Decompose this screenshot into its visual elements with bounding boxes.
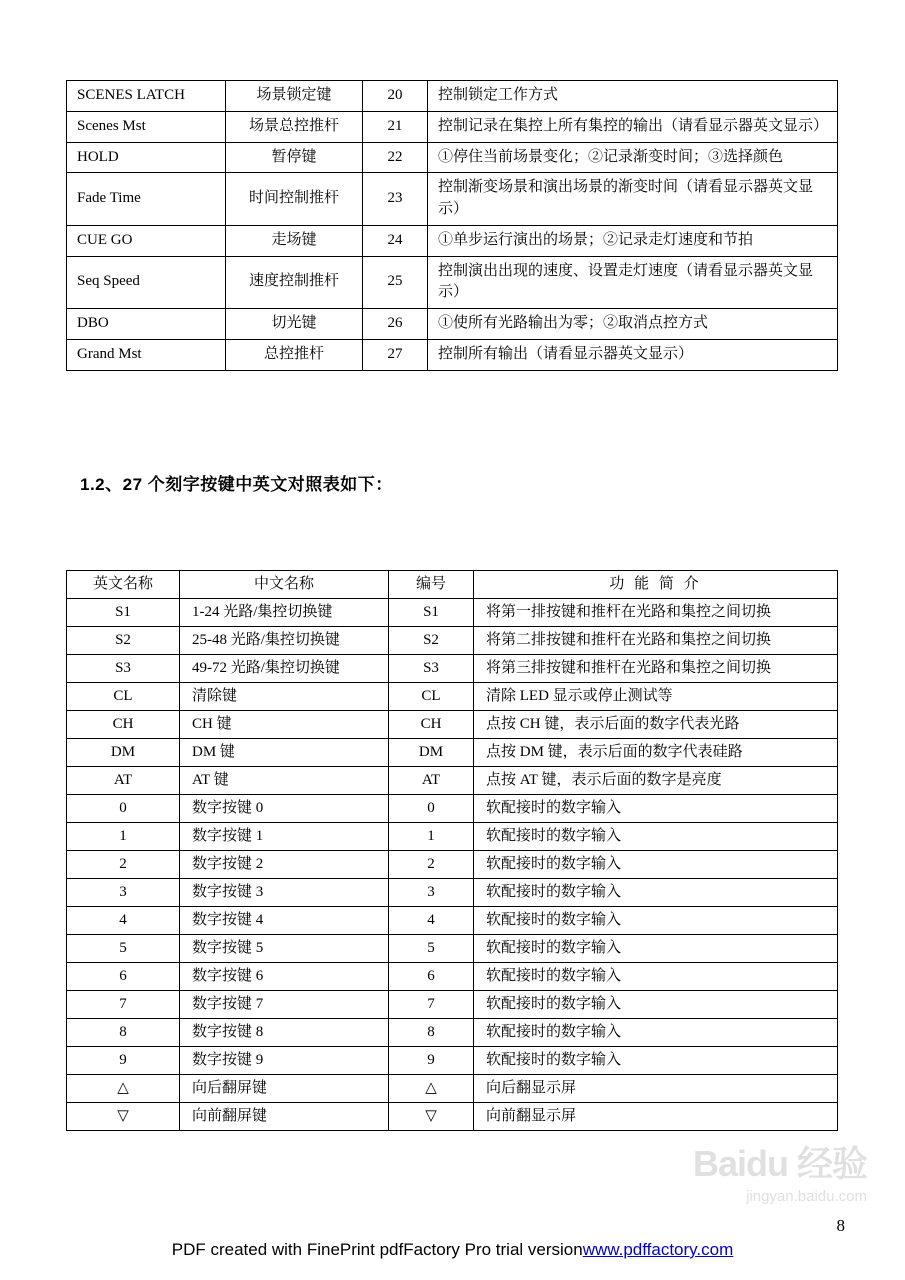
table-row [67, 767, 838, 795]
cell-description: 点按 DM 键，表示后面的数字代表硅路 [474, 739, 838, 767]
cell-chinese: 1-24 光路/集控切换键 [180, 599, 389, 627]
control-keys-table [66, 80, 838, 371]
cell-chinese: 场景总控推杆 [226, 111, 363, 142]
cell-chinese: 数字按键 8 [180, 1019, 389, 1047]
header-english: 英文名称 [67, 571, 180, 599]
cell-description: 控制记录在集控上所有集控的输出（请看显示器英文显示） [428, 111, 838, 142]
section-heading: 1.2、27 个刻字按键中英文对照表如下： [80, 475, 393, 494]
watermark-main-text: Baidu 经验 [692, 1143, 867, 1184]
table-body [67, 571, 838, 1131]
cell-number: 7 [389, 991, 474, 1019]
table-row [67, 339, 838, 370]
cell-description: 软配接时的数字输入 [474, 851, 838, 879]
cell-number: 4 [389, 907, 474, 935]
cell-description: 软配接时的数字输入 [474, 907, 838, 935]
cell-chinese: 数字按键 0 [180, 795, 389, 823]
cell-chinese: 速度控制推杆 [226, 256, 363, 309]
cell-description: ①单步运行演出的场景；②记录走灯速度和节拍 [428, 225, 838, 256]
cell-description: 控制渐变场景和演出场景的渐变时间（请看显示器英文显示） [428, 173, 838, 226]
cell-chinese: 向前翻屏键 [180, 1103, 389, 1131]
table-row [67, 173, 838, 226]
cell-number: AT [389, 767, 474, 795]
table-row [67, 309, 838, 340]
cell-chinese: 场景锁定键 [226, 81, 363, 112]
table-row [67, 851, 838, 879]
cell-chinese: 数字按键 7 [180, 991, 389, 1019]
table-row [67, 795, 838, 823]
table-row [67, 711, 838, 739]
cell-english: DBO [67, 309, 226, 340]
cell-number: 3 [389, 879, 474, 907]
cell-english: △ [67, 1075, 180, 1103]
cell-description: 软配接时的数字输入 [474, 963, 838, 991]
cell-english: 5 [67, 935, 180, 963]
cell-chinese: 数字按键 6 [180, 963, 389, 991]
cell-description: 软配接时的数字输入 [474, 879, 838, 907]
cell-english: 4 [67, 907, 180, 935]
table-row [67, 1075, 838, 1103]
cell-number: 1 [389, 823, 474, 851]
cell-chinese: 数字按键 1 [180, 823, 389, 851]
cell-number: 0 [389, 795, 474, 823]
cell-english: 0 [67, 795, 180, 823]
table-row [67, 81, 838, 112]
cell-number: DM [389, 739, 474, 767]
cell-english: CL [67, 683, 180, 711]
cell-number: ▽ [389, 1103, 474, 1131]
cell-description: 软配接时的数字输入 [474, 991, 838, 1019]
pdffactory-link[interactable]: www.pdffactory.com [582, 1240, 734, 1259]
cell-number: 6 [389, 963, 474, 991]
cell-english: S2 [67, 627, 180, 655]
cell-number: S1 [389, 599, 474, 627]
watermark [617, 1143, 867, 1220]
table-row [67, 683, 838, 711]
cell-number: 2 [389, 851, 474, 879]
cell-english: S3 [67, 655, 180, 683]
cell-english: 9 [67, 1047, 180, 1075]
cell-chinese: 切光键 [226, 309, 363, 340]
cell-number: S3 [389, 655, 474, 683]
table-row [67, 991, 838, 1019]
cell-chinese: 数字按键 3 [180, 879, 389, 907]
cell-description: 控制锁定工作方式 [428, 81, 838, 112]
cell-english: 3 [67, 879, 180, 907]
pdf-footer [0, 1240, 905, 1260]
cell-english: DM [67, 739, 180, 767]
header-chinese: 中文名称 [180, 571, 389, 599]
table-row [67, 739, 838, 767]
cell-chinese: AT 键 [180, 767, 389, 795]
cell-description: 控制演出出现的速度、设置走灯速度（请看显示器英文显示） [428, 256, 838, 309]
cell-description: 向后翻显示屏 [474, 1075, 838, 1103]
cell-number: 24 [363, 225, 428, 256]
table-row [67, 599, 838, 627]
table-row [67, 1103, 838, 1131]
table-row [67, 655, 838, 683]
table-row [67, 963, 838, 991]
cell-description: 软配接时的数字输入 [474, 1019, 838, 1047]
cell-description: 点按 AT 键，表示后面的数字是亮度 [474, 767, 838, 795]
cell-chinese: 清除键 [180, 683, 389, 711]
cell-english: AT [67, 767, 180, 795]
header-number: 编号 [389, 571, 474, 599]
table-row [67, 1019, 838, 1047]
table-row [67, 142, 838, 173]
cell-description: ①使所有光路输出为零；②取消点控方式 [428, 309, 838, 340]
cell-description: 软配接时的数字输入 [474, 1047, 838, 1075]
watermark-sub-text: jingyan.baidu.com [746, 1188, 867, 1205]
cell-description: ①停住当前场景变化；②记录渐变时间；③选择颜色 [428, 142, 838, 173]
table-row [67, 907, 838, 935]
cell-english: 8 [67, 1019, 180, 1047]
cell-number: 20 [363, 81, 428, 112]
cell-english: Grand Mst [67, 339, 226, 370]
cell-chinese: 49-72 光路/集控切换键 [180, 655, 389, 683]
table-row [67, 111, 838, 142]
table-row [67, 627, 838, 655]
table-row [67, 879, 838, 907]
footer-text: PDF created with FinePrint pdfFactory Pro trial version [171, 1240, 583, 1259]
cell-english: S1 [67, 599, 180, 627]
cell-chinese: 数字按键 4 [180, 907, 389, 935]
cell-description: 软配接时的数字输入 [474, 795, 838, 823]
engraved-keys-table [66, 570, 838, 1131]
cell-english: CH [67, 711, 180, 739]
cell-english: Scenes Mst [67, 111, 226, 142]
cell-description: 将第三排按键和推杆在光路和集控之间切换 [474, 655, 838, 683]
cell-chinese: 数字按键 5 [180, 935, 389, 963]
cell-english: 7 [67, 991, 180, 1019]
cell-english: 2 [67, 851, 180, 879]
cell-number: S2 [389, 627, 474, 655]
cell-number: △ [389, 1075, 474, 1103]
table-header-row [67, 571, 838, 599]
cell-english: Seq Speed [67, 256, 226, 309]
cell-number: 9 [389, 1047, 474, 1075]
cell-english: Fade Time [67, 173, 226, 226]
cell-description: 将第二排按键和推杆在光路和集控之间切换 [474, 627, 838, 655]
cell-chinese: 走场键 [226, 225, 363, 256]
cell-description: 将第一排按键和推杆在光路和集控之间切换 [474, 599, 838, 627]
cell-description: 向前翻显示屏 [474, 1103, 838, 1131]
table-row [67, 935, 838, 963]
cell-description: 软配接时的数字输入 [474, 935, 838, 963]
cell-number: 26 [363, 309, 428, 340]
cell-number: 21 [363, 111, 428, 142]
cell-english: 6 [67, 963, 180, 991]
cell-description: 点按 CH 键，表示后面的数字代表光路 [474, 711, 838, 739]
cell-english: SCENES LATCH [67, 81, 226, 112]
cell-number: CL [389, 683, 474, 711]
cell-number: 5 [389, 935, 474, 963]
cell-chinese: 暂停键 [226, 142, 363, 173]
cell-number: 25 [363, 256, 428, 309]
cell-chinese: 25-48 光路/集控切换键 [180, 627, 389, 655]
cell-chinese: DM 键 [180, 739, 389, 767]
cell-number: 23 [363, 173, 428, 226]
cell-description: 软配接时的数字输入 [474, 823, 838, 851]
cell-number: 8 [389, 1019, 474, 1047]
cell-english: 1 [67, 823, 180, 851]
table-row [67, 225, 838, 256]
table-body [67, 81, 838, 371]
table-row [67, 1047, 838, 1075]
cell-chinese: 时间控制推杆 [226, 173, 363, 226]
table-row [67, 823, 838, 851]
cell-chinese: 向后翻屏键 [180, 1075, 389, 1103]
cell-english: CUE GO [67, 225, 226, 256]
cell-chinese: 数字按键 9 [180, 1047, 389, 1075]
cell-chinese: 数字按键 2 [180, 851, 389, 879]
page-number: 8 [836, 1216, 845, 1235]
cell-number: 22 [363, 142, 428, 173]
cell-english: HOLD [67, 142, 226, 173]
header-description: 功 能 简 介 [474, 571, 838, 599]
cell-description: 控制所有输出（请看显示器英文显示） [428, 339, 838, 370]
cell-chinese: 总控推杆 [226, 339, 363, 370]
table-row [67, 256, 838, 309]
cell-description: 清除 LED 显示或停止测试等 [474, 683, 838, 711]
cell-number: 27 [363, 339, 428, 370]
cell-chinese: CH 键 [180, 711, 389, 739]
cell-number: CH [389, 711, 474, 739]
cell-english: ▽ [67, 1103, 180, 1131]
